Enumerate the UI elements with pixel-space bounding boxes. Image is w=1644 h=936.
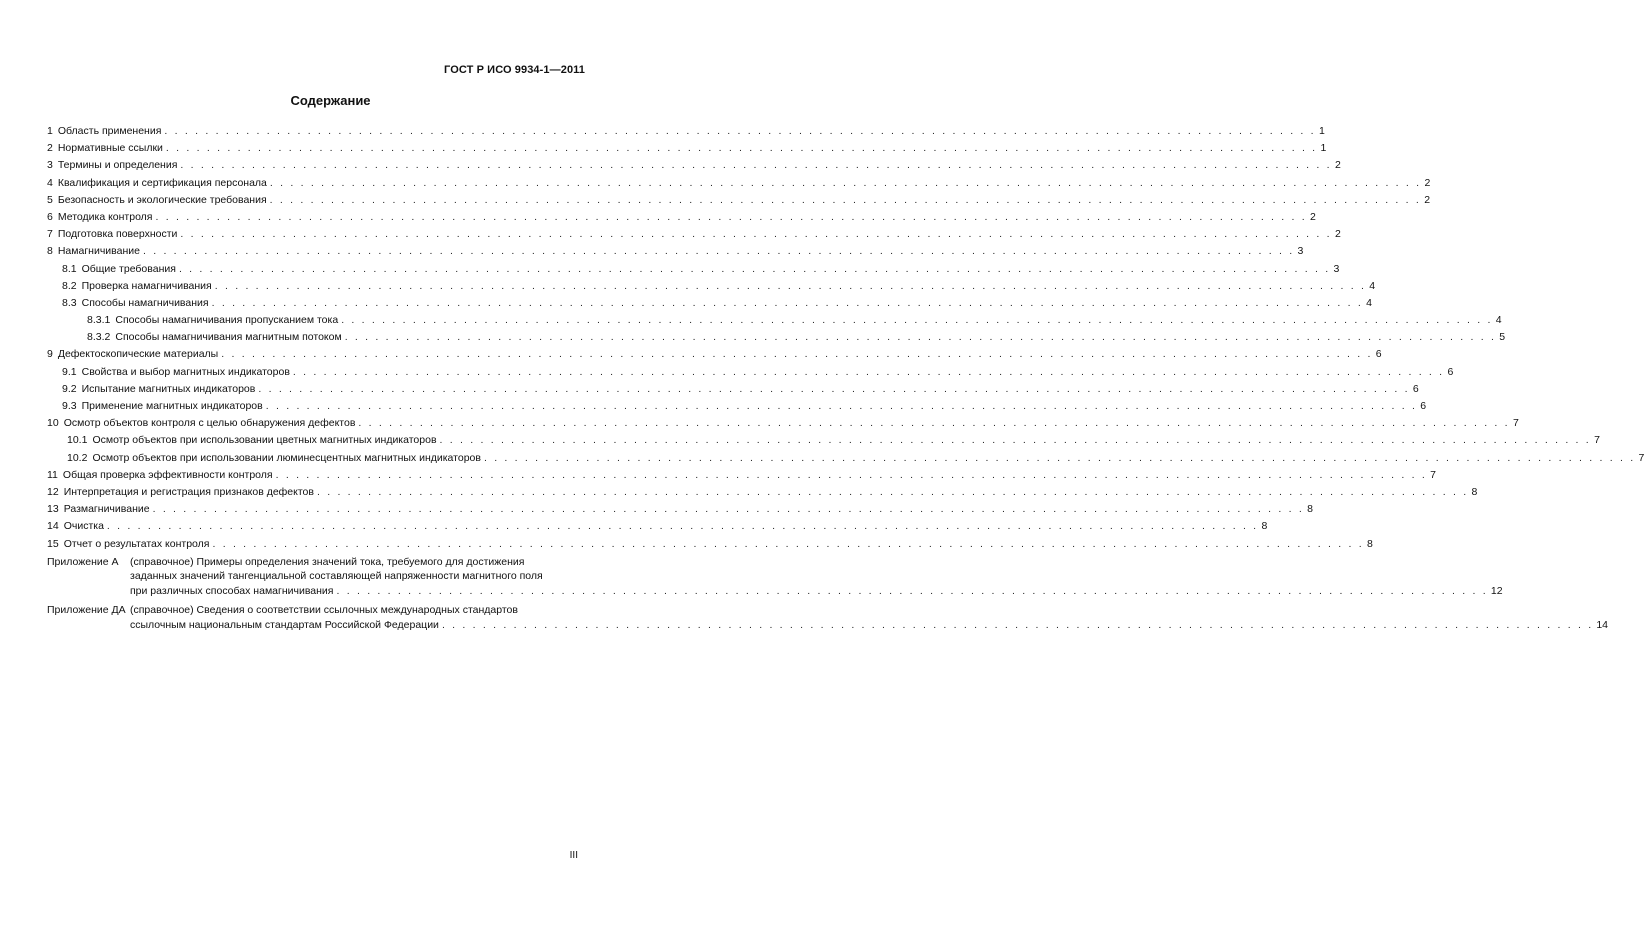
leader-dots [484, 450, 1635, 467]
leader-dots [258, 381, 1409, 398]
leader-dots [345, 329, 1496, 346]
toc-label: Осмотр объектов контроля с целью обнаружения дефектов [63, 417, 356, 430]
page-number: 8 [1367, 537, 1373, 550]
document-code: ГОСТ Р ИСО 9934-1—2011 [444, 64, 585, 76]
page-number: 2 [1334, 228, 1341, 241]
toc-entry-15[interactable]: 15 Отчет о результатах контроля . . . 8 [47, 536, 584, 553]
toc-label: Нормативные ссылки [57, 142, 163, 155]
page-number: 14 [1596, 618, 1609, 631]
page-number: 2 [1424, 176, 1431, 189]
toc-entry-8-2[interactable]: 8.2 Проверка намагничивания . . . 4 [47, 278, 584, 295]
toc-label: Способы намагничивания пропусканием тока [115, 314, 339, 327]
page-number: 5 [1499, 331, 1506, 344]
leader-dots [156, 209, 1307, 226]
page-number: 6 [1375, 348, 1382, 361]
leader-dots [164, 123, 1315, 140]
toc-label: Способы намагничивания магнитным потоком [115, 331, 342, 344]
toc-label: Размагничивание [63, 503, 150, 516]
leader-dots [336, 584, 1487, 599]
toc-label: Проверка намагничивания [81, 279, 212, 292]
toc-label: Свойства и выбор магнитных индикаторов [81, 365, 290, 378]
leader-dots [180, 226, 1331, 243]
leader-dots [317, 484, 1468, 501]
toc-label: Термины и определения [57, 159, 178, 172]
toc-entry-8-1[interactable]: 8.1 Общие требования . . . 3 [47, 261, 584, 278]
toc-label: Квалификация и сертификация персонала [57, 176, 267, 189]
toc-entry-2[interactable]: 2 Нормативные ссылки . . . 1 [47, 140, 584, 157]
toc-label: Дефектоскопические материалы [57, 348, 219, 361]
page-number: 7 [1594, 434, 1600, 447]
leader-dots [358, 415, 1509, 432]
appendix-title-line: (справочное) Примеры определения значений тока, требуемого для достижения [130, 555, 525, 568]
toc-entry-14[interactable]: 14 Очистка . . . 8 [47, 518, 584, 535]
appendix-title-line: заданных значений тангенциальной составляющей напряженности магнитного поля [130, 570, 543, 583]
leader-dots [107, 518, 1258, 535]
toc-entry-13[interactable]: 13 Размагничивание . . . 8 [47, 501, 584, 518]
leader-dots [440, 432, 1591, 449]
toc-entry-4[interactable]: 4 Квалификация и сертификация персонала . . . 2 [47, 175, 584, 192]
toc-label: Методика контроля [57, 210, 153, 223]
leader-dots [166, 140, 1317, 157]
toc-entry-9-2[interactable]: 9.2 Испытание магнитных индикаторов . . . 6 [47, 381, 584, 398]
toc-label: Осмотр объектов при использовании люминесцентных магнитных индикаторов [92, 451, 481, 464]
toc-entry-7[interactable]: 7 Подготовка поверхности . . . 2 [47, 226, 584, 243]
page-number: 4 [1369, 279, 1376, 292]
leader-dots [341, 312, 1492, 329]
toc-label: Общие требования [81, 262, 176, 275]
toc-label: Способы намагничивания [81, 296, 209, 309]
toc-entry-10-2[interactable]: 10.2 Осмотр объектов при использовании люминесцентных магнитных индикаторов . . . 7 [47, 450, 584, 467]
toc-label: Подготовка поверхности [57, 228, 178, 241]
leader-dots [143, 243, 1294, 260]
toc-entry-8-3-2[interactable]: 8.3.2 Способы намагничивания магнитным потоком . . . 5 [47, 329, 584, 346]
toc-entry-9-3[interactable]: 9.3 Применение магнитных индикаторов . . . 6 [47, 398, 584, 415]
leader-dots [293, 364, 1444, 381]
page-number: 7 [1430, 468, 1436, 481]
leader-dots [276, 467, 1427, 484]
leader-dots [270, 192, 1421, 209]
toc-label: Намагничивание [57, 245, 140, 258]
page-number: 2 [1310, 210, 1316, 223]
toc-entry-9[interactable]: 9 Дефектоскопические материалы . . . 6 [47, 346, 584, 363]
toc-entry-3[interactable]: 3 Термины и определения . . . 2 [47, 157, 584, 174]
leader-dots [221, 346, 1372, 363]
table-of-contents [47, 123, 1644, 632]
leader-dots [179, 261, 1330, 278]
page-number: 4 [1495, 314, 1502, 327]
toc-label: Применение магнитных индикаторов [81, 400, 263, 412]
page-number: 1 [1318, 125, 1325, 137]
appendix-title-line: при различных способах намагничивания [130, 584, 334, 597]
page-number: 1 [1320, 142, 1327, 155]
page-number-footer: III [569, 850, 578, 861]
toc-entry-5[interactable]: 5 Безопасность и экологические требования . . . 2 [47, 192, 584, 209]
toc-label: Очистка [63, 520, 104, 533]
page-number: 12 [1490, 584, 1503, 597]
appendix-title-line: ссылочным национальным стандартам Российской Федерации [130, 618, 439, 631]
page-number: 6 [1420, 400, 1427, 412]
toc-label: Отчет о результатах контроля [63, 537, 210, 550]
appendix-label: Приложение ДА [47, 604, 126, 617]
page-number: 3 [1297, 245, 1304, 258]
toc-label: Безопасность и экологические требования [57, 193, 267, 206]
toc-entry-10[interactable]: 10 Осмотр объектов контроля с целью обнаружения дефектов . . . 7 [47, 415, 584, 432]
page-number: 8 [1471, 485, 1478, 498]
toc-entry-12[interactable]: 12 Интерпретация и регистрация признаков дефектов . . . 8 [47, 484, 584, 501]
appendix-a[interactable] [47, 555, 1503, 599]
toc-label: Общая проверка эффективности контроля [62, 468, 273, 481]
leader-dots [215, 278, 1366, 295]
appendix-label: Приложение А [47, 555, 119, 568]
page-number: 8 [1261, 520, 1268, 533]
toc-entry-8[interactable]: 8 Намагничивание . . . 3 [47, 243, 584, 260]
toc-label: Испытание магнитных индикаторов [81, 382, 256, 395]
toc-entry-8-3-1[interactable]: 8.3.1 Способы намагничивания пропусканием тока . . . 4 [47, 312, 584, 329]
page-number: 8 [1307, 503, 1313, 516]
page-number: 2 [1334, 159, 1341, 172]
page-number: 6 [1412, 382, 1419, 395]
toc-label: Осмотр объектов при использовании цветных магнитных индикаторов [92, 434, 437, 447]
leader-dots [442, 618, 1593, 633]
leader-dots [270, 175, 1421, 192]
leader-dots [266, 398, 1417, 415]
page-number: 2 [1424, 193, 1431, 206]
toc-entry-1[interactable]: 1 Область применения . . . 1 [47, 123, 584, 140]
leader-dots [212, 295, 1363, 312]
page-number: 6 [1447, 365, 1454, 378]
leader-dots [180, 157, 1331, 174]
page-number: 7 [1512, 417, 1519, 430]
page-number: 4 [1366, 296, 1372, 309]
page-number: 3 [1333, 262, 1340, 275]
toc-label: Интерпретация и регистрация признаков дефектов [63, 485, 314, 498]
page-number: 7 [1638, 451, 1644, 464]
toc-entry-6[interactable]: 6 Методика контроля . . . 2 [47, 209, 584, 226]
page-title: Содержание [290, 93, 371, 108]
leader-dots [212, 536, 1363, 553]
appendix-da[interactable] [47, 603, 1609, 632]
toc-entry-11[interactable]: 11 Общая проверка эффективности контроля . . . 7 [47, 467, 584, 484]
toc-label: Область применения [57, 125, 162, 137]
toc-entry-10-1[interactable]: 10.1 Осмотр объектов при использовании цветных магнитных индикаторов . . . 7 [47, 432, 584, 449]
leader-dots [153, 501, 1304, 518]
toc-entry-9-1[interactable]: 9.1 Свойства и выбор магнитных индикаторов . . . 6 [47, 364, 584, 381]
appendix-title-line: (справочное) Сведения о соответствии ссылочных международных стандартов [130, 604, 518, 617]
toc-entry-8-3[interactable]: 8.3 Способы намагничивания . . . 4 [47, 295, 584, 312]
